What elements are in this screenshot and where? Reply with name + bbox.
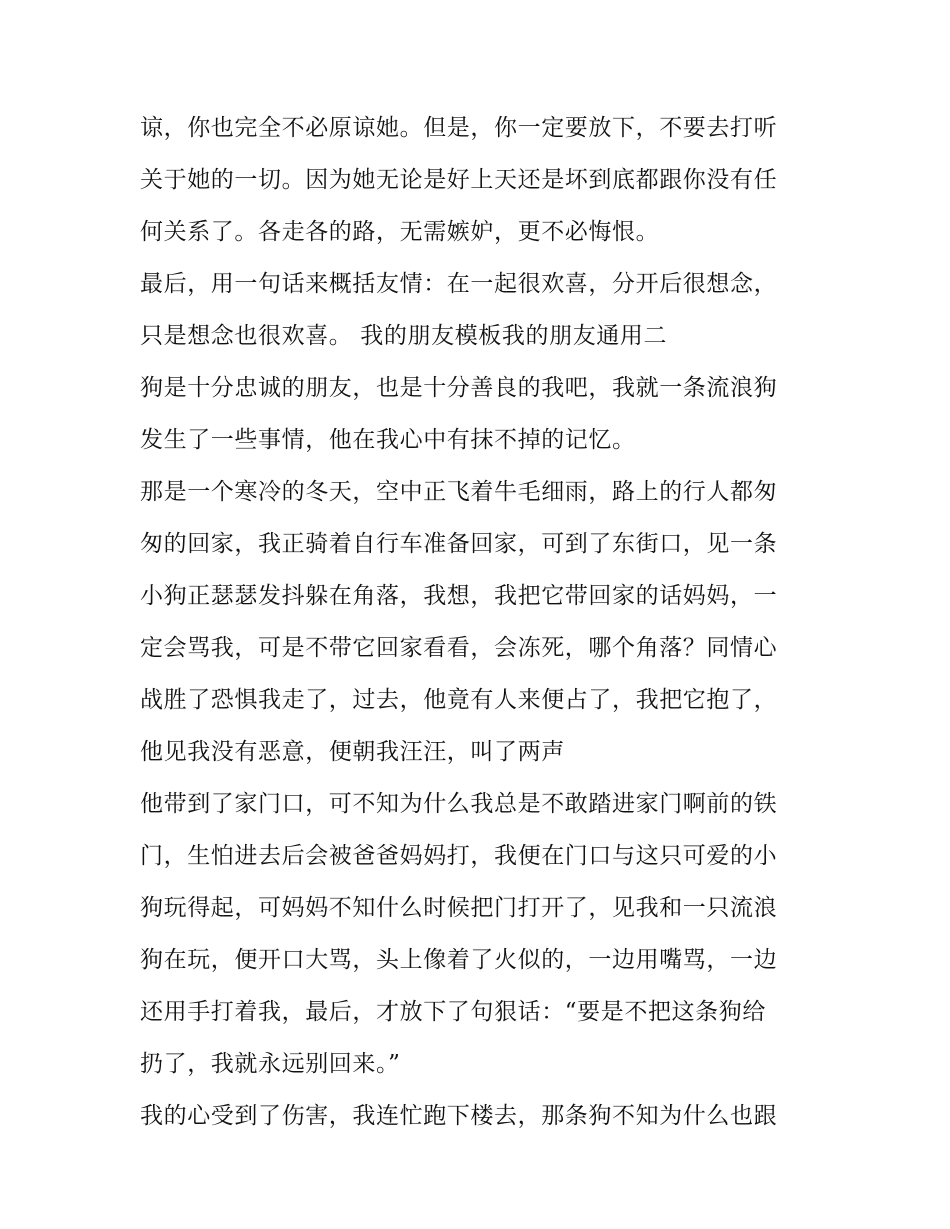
- text-line: 定会骂我，可是不带它回家看看，会冻死，哪个角落？同情心: [140, 635, 778, 661]
- text-line: 战胜了恐惧我走了，过去，他竟有人来便占了，我把它抱了，: [140, 687, 778, 713]
- text-line: 他带到了家门口，可不知为什么我总是不敢踏进家门啊前的铁: [140, 791, 778, 817]
- text-line: 狗是十分忠诚的朋友，也是十分善良的我吧，我就一条流浪狗: [140, 375, 778, 401]
- text-line: 匆的回家，我正骑着自行车准备回家，可到了东街口，见一条: [140, 531, 778, 557]
- text-line: 发生了一些事情，他在我心中有抹不掉的记忆。: [140, 427, 636, 453]
- text-line: 门，生怕进去后会被爸爸妈妈打，我便在门口与这只可爱的小: [140, 843, 778, 869]
- text-line: 我的心受到了伤害，我连忙跑下楼去，那条狗不知为什么也跟: [140, 1103, 778, 1129]
- text-line: 那是一个寒冷的冬天，空中正飞着牛毛细雨，路上的行人都匆: [140, 479, 778, 505]
- text-line: 还用手打着我，最后，才放下了句狠话：“要是不把这条狗给: [140, 999, 766, 1025]
- document-body: [140, 102, 820, 1142]
- text-line: 谅，你也完全不必原谅她。但是，你一定要放下，不要去打听: [140, 115, 778, 141]
- text-line: 关于她的一切。因为她无论是好上天还是坏到底都跟你没有任: [140, 167, 778, 193]
- text-line: 最后，用一句话来概括友情：在一起很欢喜，分开后很想念，: [140, 271, 778, 297]
- text-line: 小狗正瑟瑟发抖躲在角落，我想，我把它带回家的话妈妈，一: [140, 583, 778, 609]
- text-line: 何关系了。各走各的路，无需嫉妒，更不必悔恨。: [140, 219, 660, 245]
- text-line: 只是想念也很欢喜。 我的朋友模板我的朋友通用二: [140, 323, 668, 349]
- text-line: 狗在玩，便开口大骂，头上像着了火似的，一边用嘴骂，一边: [140, 947, 778, 973]
- text-line: 扔了，我就永远别回来。”: [140, 1051, 401, 1077]
- text-line: 他见我没有恶意，便朝我汪汪，叫了两声: [140, 739, 565, 765]
- text-line: 狗玩得起，可妈妈不知什么时候把门打开了，见我和一只流浪: [140, 895, 778, 921]
